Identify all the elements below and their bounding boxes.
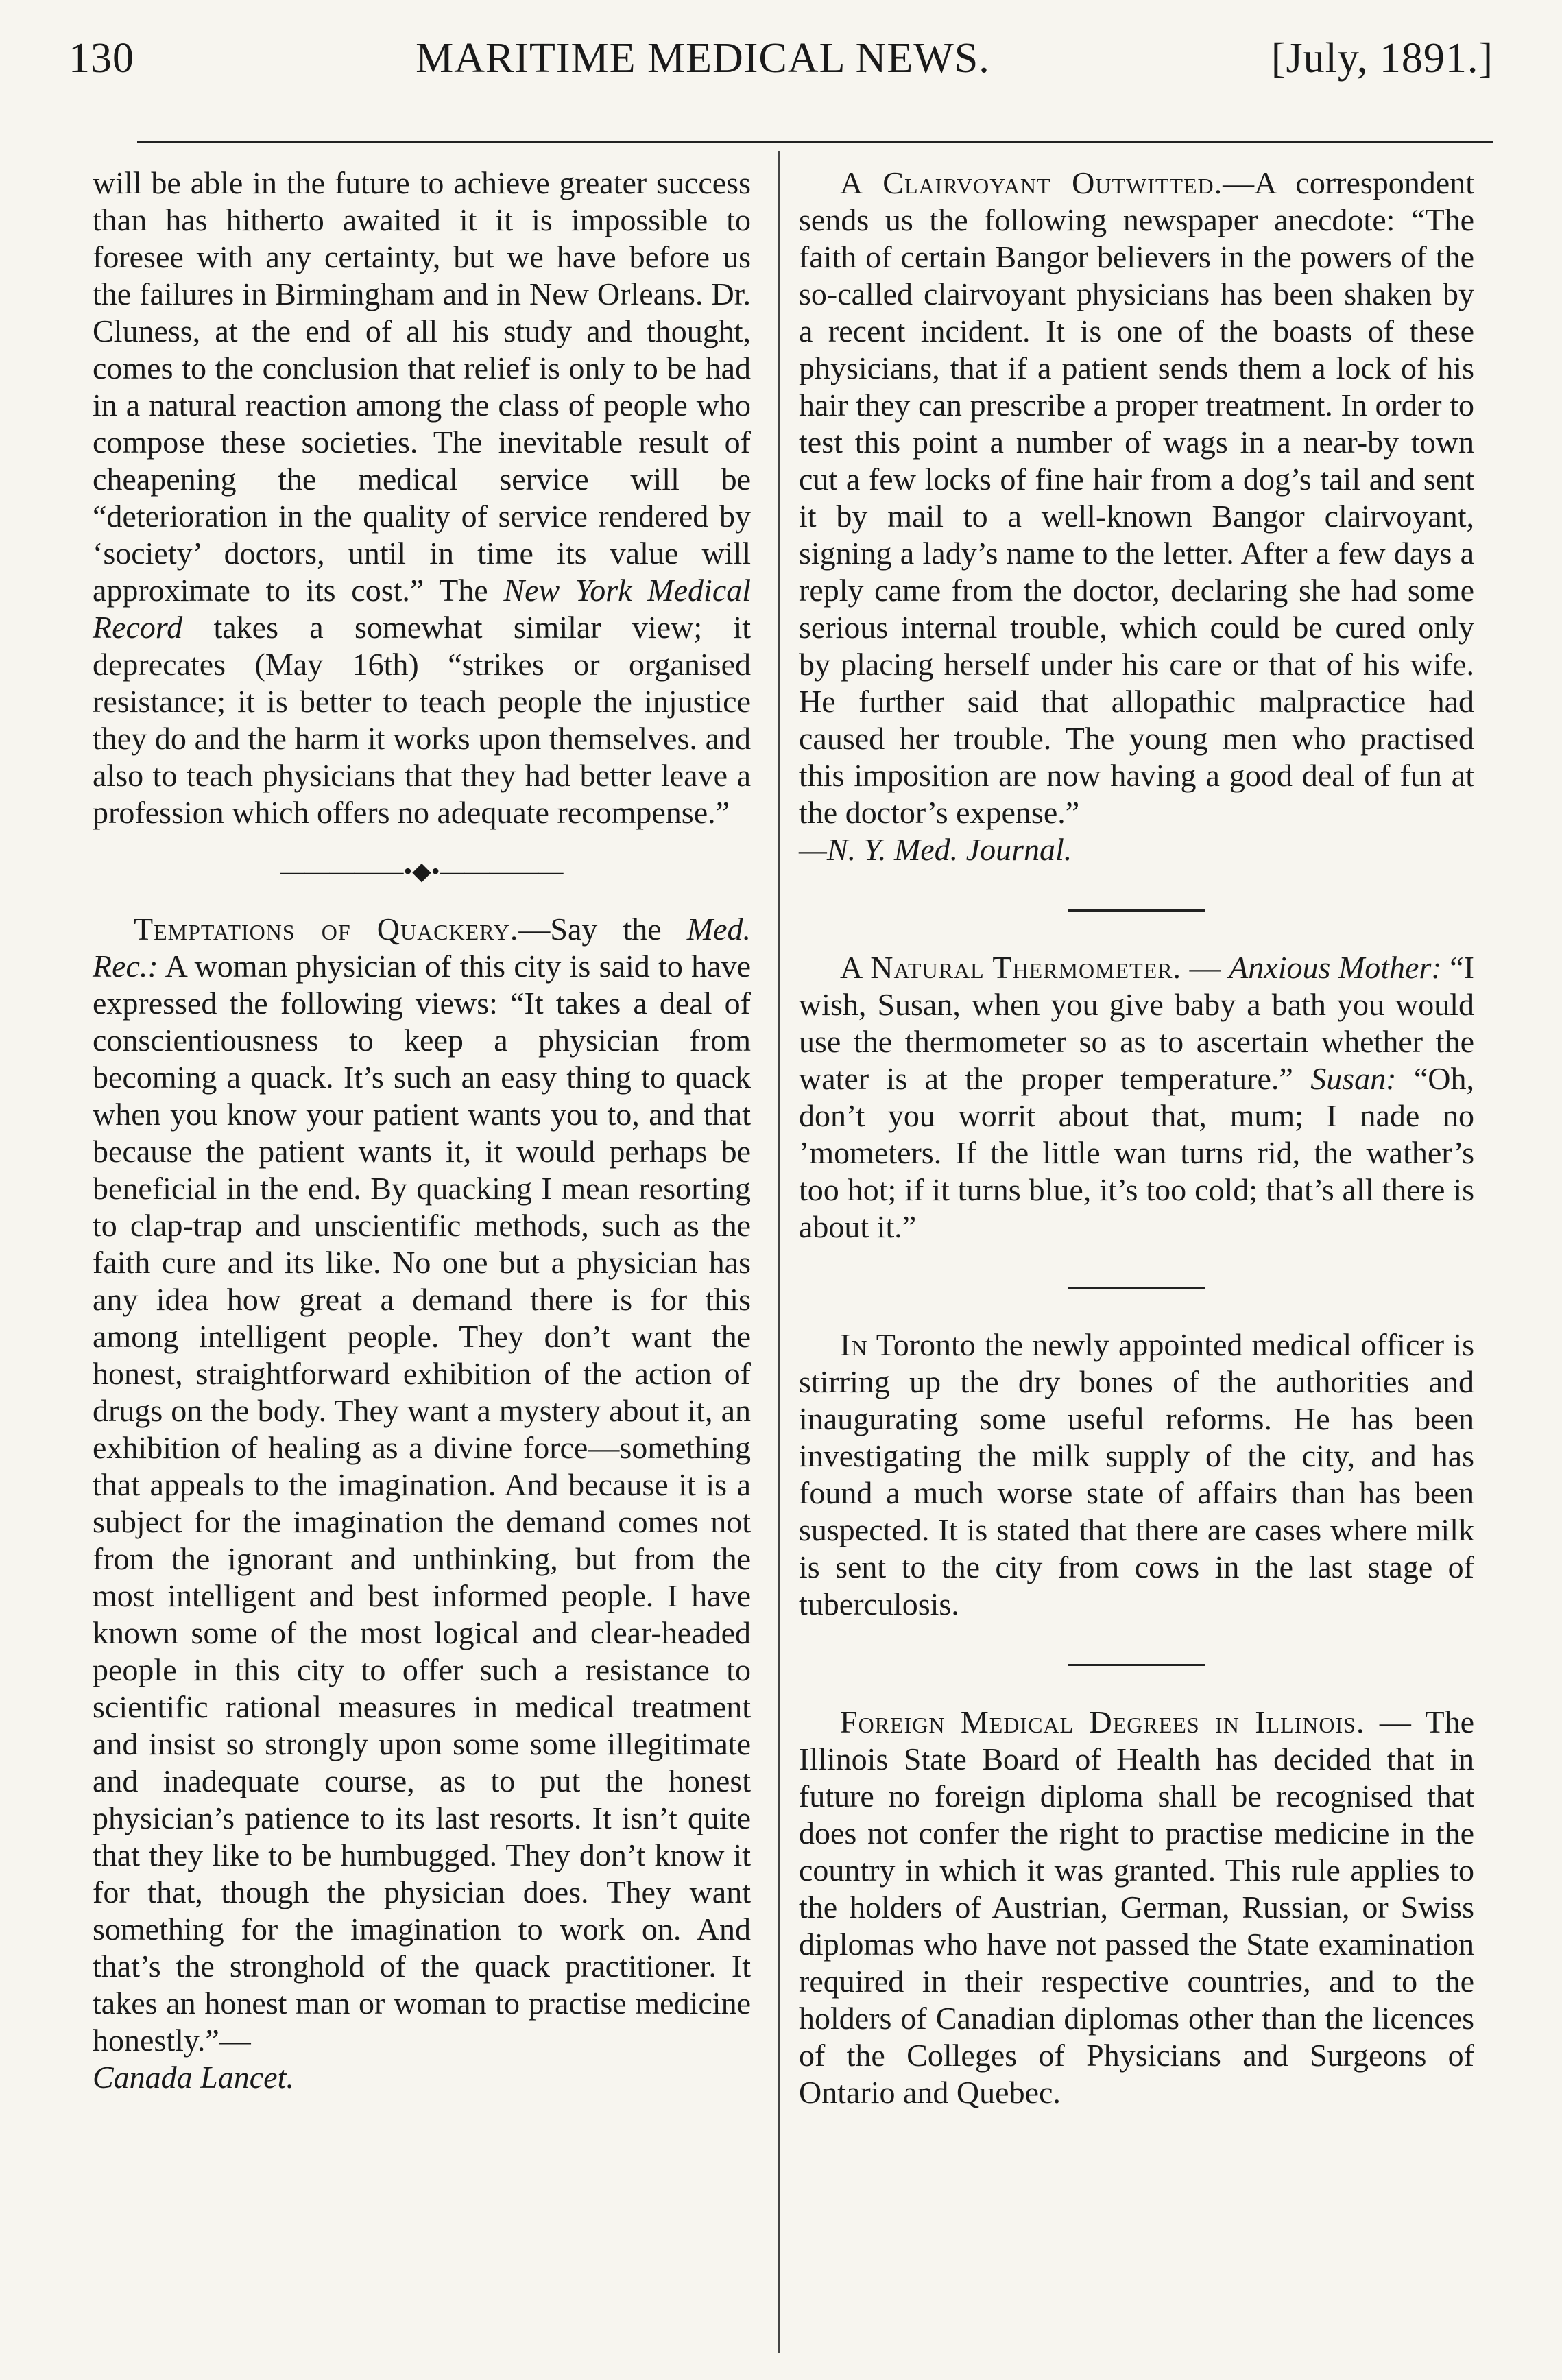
cited-journal: New York Medical Record — [93, 573, 752, 645]
continuation-paragraph: will be able in the future to achieve greater success than has hitherto awaited it it is impossible to foresee with any certainty, but we have before us the failures in Birmingham and in New Orleans. Dr. Cluness, at the end of all his study and thought, comes to the conclusion that relief is only to be had in a natural reaction among the class of people who compose these societies. The inevitable result of cheapening the medical service will be “deterioration in the quality of service rendered by ‘society’ doctors, until in time its value will approximate to its cost.” The New York Medical Record takes a somewhat similar view; it deprecates (May 16th) “strikes or organised resistance; it is better to teach people the injustice they do and the harm it works upon themselves. and also to teach physicians that they had better leave a profession which offers no adequate recompense.” — [93, 165, 752, 830]
article-heading: A Clairvoyant Outwitted. — [840, 165, 1223, 200]
clairvoyant-article: A Clairvoyant Outwitted.—A correspondent sends us the following newspaper anecdote: “The faith of certain Bangor believers in the powers of the so-called clairvoyant physicians has been shaken by a recent incident. It is one of the boasts of these physicians, that if a patient sends them a lock of his hair they can prescribe a proper treatment. In order to test this point a number of wags in a near-by town cut a few locks of fine hair from a dog’s tail and sent it by mail to a well-known Bangor clairvoyant, signing a lady’s name to the letter. After a few days a reply came from the doctor, declaring she had some serious internal trouble, which could be cured only by placing herself under his care or that of his wife. He further said that allopathic malpractice had caused her trouble. The young men who practised this imposition are now having a good deal of fun at the doctor’s expense.” —N. Y. Med. Journal. — [799, 165, 1474, 867]
thermometer-article: A Natural Thermometer. — Anxious Mother: “I wish, Susan, when you give baby a bath you would use the thermometer so as to ascertain whether the water is at the proper temperature.” Susan: “Oh, don’t you worrit about that, mum; I nade no ’mometers. If the little wan turns rid, the wather’s too hot; if it turns blue, it’s too cold; that’s all there is about it.” — [799, 950, 1474, 1244]
article-heading: Foreign Medical Degrees in Illinois. — [840, 1704, 1365, 1739]
journal-title: MARITIME MEDICAL NEWS. — [416, 35, 990, 82]
illinois-article: Foreign Medical Degrees in Illinois. — The Illinois State Board of Health has decided that in future no foreign diploma shall be recognised that does not confer the right to practise medicine in the country in which it was granted. This rule applies to the holders of Austrian, German, Russian, or Swiss diplomas who have not passed the State examination required in their respective countries, and to the holders of Canadian diplomas other than the licences of the Colleges of Physicians and Surgeons of Ontario and Quebec. — [799, 1704, 1474, 2110]
running-header — [69, 34, 1493, 117]
article-heading: Temptations of Quackery. — [134, 912, 519, 947]
quackery-article: Temptations of Quackery.—Say the Med. Rec.: A woman physician of this city is said to have expressed the following views: “It takes a deal of conscientiousness to keep a physician from becoming a quack. It’s such an easy thing to quack when you know your patient wants you to, and that because the patient wants it, it would perhaps be beneficial in the end. By quacking I mean resorting to clap-trap and unscientific methods, such as the faith cure and its like. No one but a physician has any idea how great a demand there is for this among intelligent people. They don’t want the honest, straightforward exhibition of the action of drugs on the body. They want a mystery about it, an exhibition of healing as a divine force—something that appeals to the imagination. And because it is a subject for the imagination the demand comes not from the ignorant and unthinking, but from the most intelligent and best informed people. I have known some of the most logical and clear-headed people in this city to offer such a resistance to scientific rational measures in medical treatment and insist so strongly upon some some illegitimate and inadequate course, as to put the honest physician’s patience to its last resorts. It isn’t quite that they like to be humbugged. They don’t know it for that, though the physician does. They want something for the imagination to work on. And that’s the stronghold of the quack practitioner. It takes an honest man or woman to practise medicine honestly.”— Canada Lancet. — [93, 912, 752, 2095]
section-rule — [1068, 1664, 1205, 1666]
section-ornament: —————•◆•————— — [280, 857, 564, 885]
toronto-article: In Toronto the newly appointed medical officer is stirring up the dry bones of the authorities and inaugurating some useful reforms. He has been investigating the milk supply of the city, and has found a much worse state of affairs than has been suspected. It is stated that there are cases where milk is sent to the city from cows in the last stage of tuberculosis. — [799, 1327, 1474, 1621]
right-column — [799, 165, 1474, 2111]
section-rule — [1068, 909, 1205, 912]
issue-date: [July, 1891.] — [1271, 35, 1493, 82]
column-divider — [778, 151, 780, 2353]
article-heading: A Natural Thermometer. — [840, 950, 1182, 985]
section-rule — [1068, 1287, 1205, 1289]
article-source: —N. Y. Med. Journal. — [799, 832, 1072, 867]
article-source: Canada Lancet. — [93, 2060, 294, 2095]
page-number: 130 — [69, 35, 134, 82]
header-rule — [137, 141, 1493, 143]
left-column — [93, 165, 751, 2096]
